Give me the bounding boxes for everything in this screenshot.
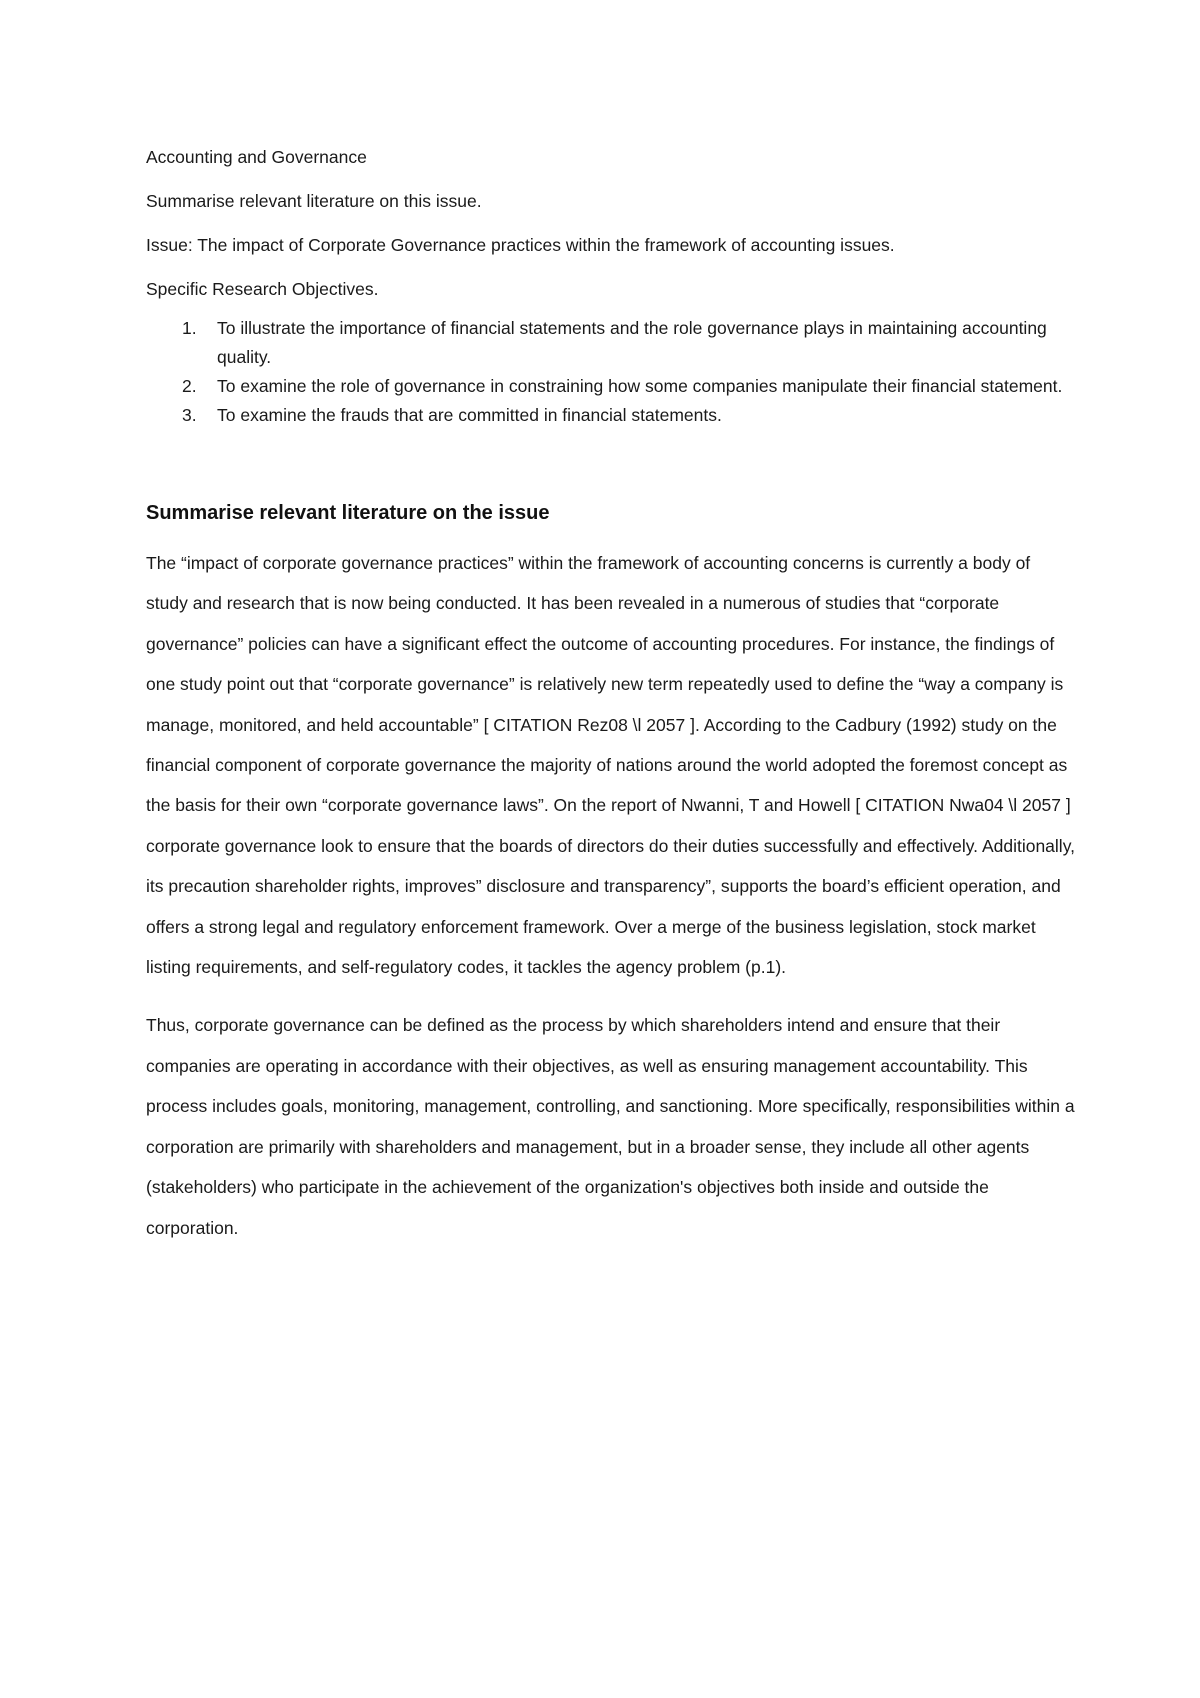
objective-number: 1.	[182, 318, 197, 338]
section-heading: Summarise relevant literature on the issue	[146, 502, 550, 524]
objective-text: To illustrate the importance of financial statements and the role governance plays in maintaining accounting quality.	[217, 318, 1047, 367]
task-prompt: Summarise relevant literature on this issue.	[146, 191, 482, 211]
objective-number: 3.	[182, 405, 197, 425]
objectives-list	[146, 314, 1076, 430]
issue-statement: Issue: The impact of Corporate Governance practices within the framework of accounting issues.	[146, 235, 895, 255]
objective-item	[146, 372, 1076, 401]
objective-item	[146, 401, 1076, 430]
document-title: Accounting and Governance	[146, 147, 367, 167]
document-body	[146, 146, 1076, 1248]
objective-text: To examine the frauds that are committed in financial statements.	[217, 405, 722, 425]
objective-number: 2.	[182, 376, 197, 396]
body-paragraph: Thus, corporate governance can be defined as the process by which shareholders intend and ensure that their companies are operating in accordance with their objectives, as well as ensuring management accountability. This process includes goals, monitoring, management, controlling, and sanctioning. More specifically, responsibilities within a corporation are primarily with shareholders and management, but in a broader sense, they include all other agents (stakeholders) who participate in the achievement of the organization's objectives both inside and outside the corporation.	[146, 1015, 1075, 1238]
objective-text: To examine the role of governance in constraining how some companies manipulate their financial statement.	[217, 376, 1063, 396]
body-paragraph: The “impact of corporate governance practices” within the framework of accounting concerns is currently a body of study and research that is now being conducted. It has been revealed in a numerous of studies that “corporate governance” policies can have a significant effect the outcome of accounting procedures. For instance, the findings of one study point out that “corporate governance” is relatively new term repeatedly used to define the “way a company is manage, monitored, and held accountable” [ CITATION Rez08 \l 2057 ]. According to the Cadbury (1992) study on the financial component of corporate governance the majority of nations around the world adopted the foremost concept as the basis for their own “corporate governance laws”. On the report of Nwanni, T and Howell [ CITATION Nwa04 \l 2057 ] corporate governance look to ensure that the boards of directors do their duties successfully and effectively. Additionally, its precaution shareholder rights, improves” disclosure and transparency”, supports the board’s efficient operation, and offers a strong legal and regulatory enforcement framework. Over a merge of the business legislation, stock market listing requirements, and self-regulatory codes, it tackles the agency problem (p.1).	[146, 553, 1076, 978]
objective-item	[146, 314, 1076, 372]
objectives-heading: Specific Research Objectives.	[146, 279, 379, 299]
